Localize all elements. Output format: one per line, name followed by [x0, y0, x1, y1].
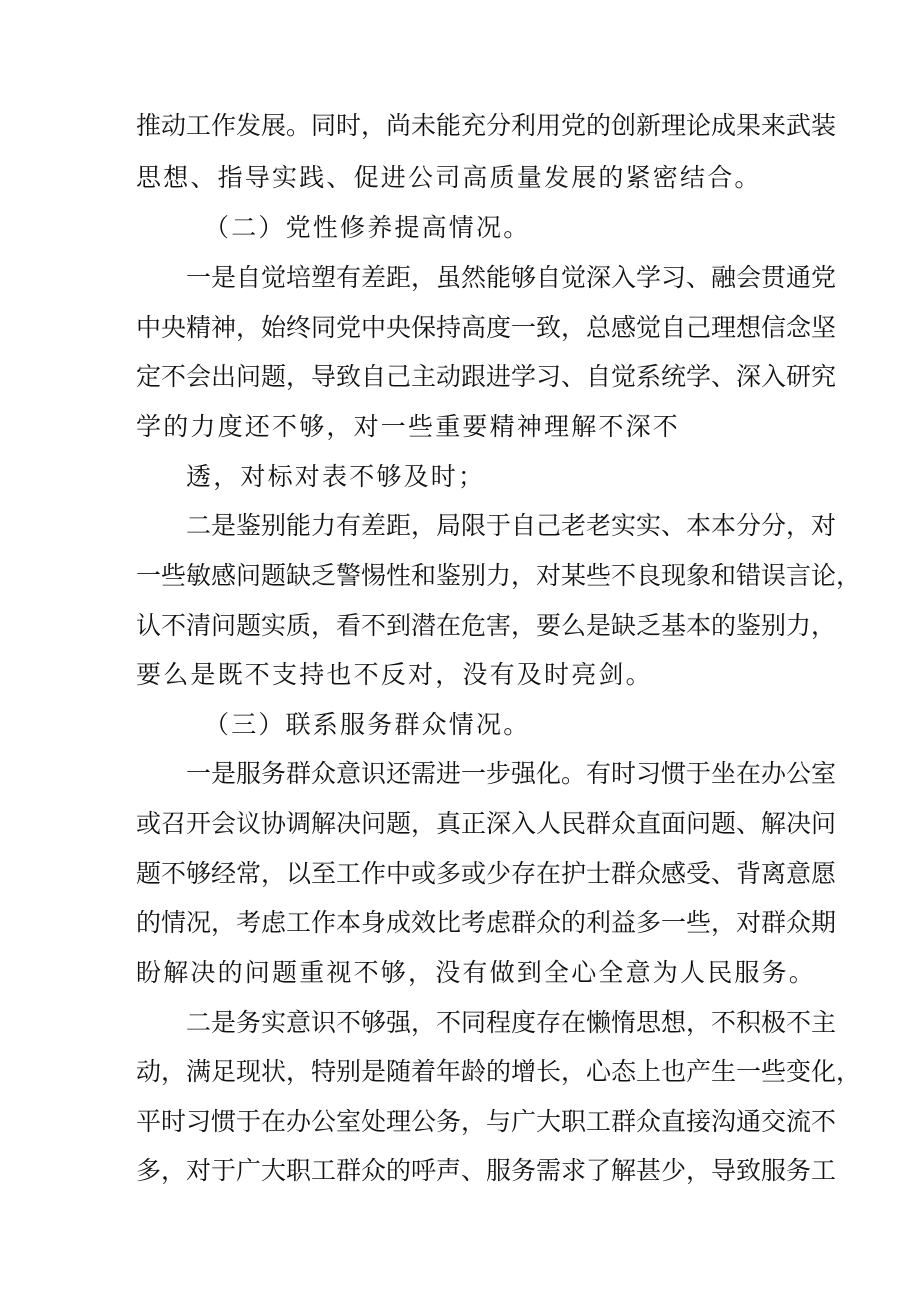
- paragraph-line-11: 认不清问题实质，看不到潜在危害，要么是缺乏基本的鉴别力，: [136, 611, 837, 640]
- paragraph-line-10: 一些敏感问题缺乏警惕性和鉴别力，对某些不良现象和错误言论，: [136, 561, 862, 590]
- paragraph-line-16: 题不够经常，以至工作中或多或少存在护士群众感受、背离意愿: [136, 859, 837, 888]
- paragraph-line-6: 定不会出问题，导致自己主动跟进学习、自觉系统学、深入研究: [136, 362, 837, 391]
- paragraph-line-5: 中央精神，始终同党中央保持高度一致，总感觉自己理想信念坚: [136, 313, 837, 342]
- paragraph-line-8: 透，对标对表不够及时；: [186, 462, 486, 491]
- section-heading-3: （三）联系服务群众情况。: [204, 710, 531, 739]
- paragraph-line-2: 思想、指导实践、促进公司高质量发展的紧密结合。: [136, 163, 762, 192]
- paragraph-line-12: 要么是既不支持也不反对，没有及时亮剑。: [136, 660, 653, 689]
- paragraph-line-21: 平时习惯于在办公室处理公务，与广大职工群众直接沟通交流不: [136, 1107, 837, 1136]
- paragraph-line-17: 的情况，考虑工作本身成效比考虑群众的利益多一些，对群众期: [136, 908, 837, 937]
- paragraph-line-20: 动，满足现状，特别是随着年龄的增长，心态上也产生一些变化，: [136, 1057, 862, 1086]
- section-heading-2: （二）党性修养提高情况。: [204, 213, 531, 242]
- paragraph-line-1: 推动工作发展。同时，尚未能充分利用党的创新理论成果来武装: [136, 111, 837, 140]
- paragraph-line-22: 多，对于广大职工群众的呼声、服务需求了解甚少，导致服务工: [136, 1156, 837, 1185]
- paragraph-line-4: 一是自觉培塑有差距，虽然能够自觉深入学习、融会贯通党: [186, 263, 837, 292]
- paragraph-line-15: 或召开会议协调解决问题，真正深入人民群众直面问题、解决问: [136, 809, 837, 838]
- paragraph-line-18: 盼解决的问题重视不够，没有做到全心全意为人民服务。: [136, 958, 817, 987]
- paragraph-line-14: 一是服务群众意识还需进一步强化。有时习惯于坐在办公室: [186, 759, 837, 788]
- paragraph-line-7: 学的力度还不够，对一些重要精神理解不深不: [136, 412, 681, 441]
- paragraph-line-19: 二是务实意识不够强，不同程度存在懒惰思想，不积极不主: [186, 1008, 837, 1037]
- paragraph-line-9: 二是鉴别能力有差距，局限于自己老老实实、本本分分，对: [186, 511, 837, 540]
